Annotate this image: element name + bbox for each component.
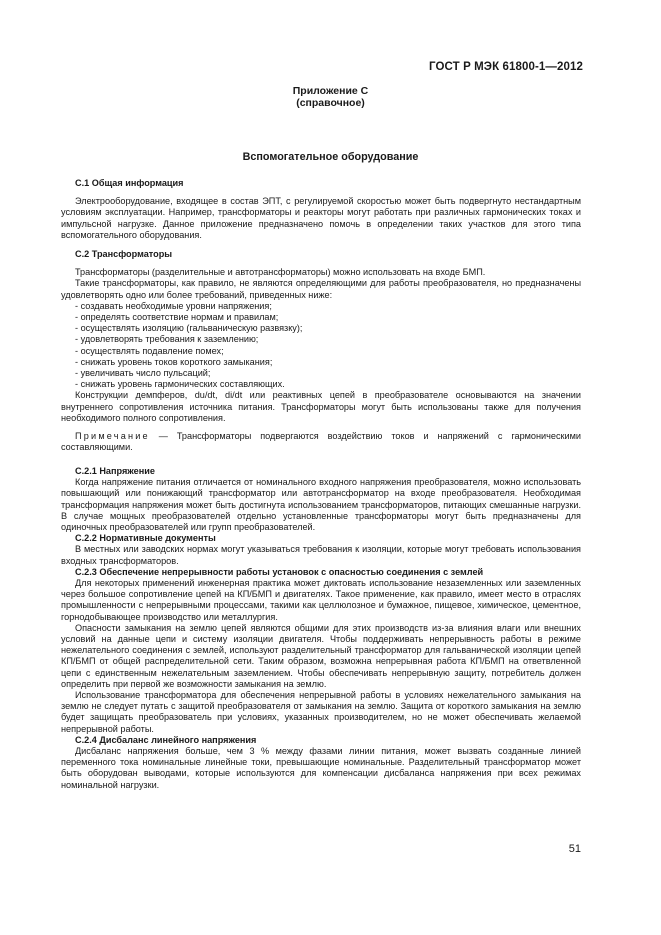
section-heading: С.2.2 Нормативные документы <box>75 533 216 544</box>
annex-title: Вспомогательное оборудование <box>242 151 419 163</box>
annex-heading <box>0 85 661 109</box>
paragraph: Для некоторых применений инженерная практика может диктовать использование незаземленных или заземленных через большое сопротивление цепей на КП/БМП и двигателях. Такое применение, как правило, имеет место в отраслях промышленности с непрерывными процессами, такими как целлюлозное и бумажное, пищевое, химическое, цементное, горнодобывающее производство или металлургия. <box>61 578 581 622</box>
page-number: 51 <box>568 843 581 855</box>
annex-label: Приложение С <box>292 85 369 97</box>
paragraph: Конструкции демпферов, du/dt, di/dt или реактивных цепей в преобразователе основываются на значении внутреннего сопротивления источника питания. Трансформаторы могут быть использованы также для получения необходимого полного сопротивления. <box>61 390 581 423</box>
list-item: - определять соответствие нормам и правилам; <box>75 312 279 323</box>
list-item: - снижать уровень гармонических составляющих. <box>75 379 285 390</box>
list-item: - осуществлять изоляцию (гальваническую развязку); <box>75 323 303 334</box>
section-heading: С.2.3 Обеспечение непрерывности работы установок с опасностью соединения с землей <box>75 566 484 577</box>
section-heading: С.1 Общая информация <box>75 178 184 188</box>
section-c21 <box>61 466 581 791</box>
paragraph: Такие трансформаторы, как правило, не являются определяющими для работы преобразователя, но предназначены удовлетворять одно или более требований, приведенных ниже: <box>61 278 581 300</box>
paragraph: Дисбаланс напряжения больше, чем 3 % между фазами линии питания, может вызвать созданные линией переменного тока номинальные линейные токи, превышающие номинальные. Разделительный трансформатор может быть оборудован выводами, которые используются для компенсации дисбаланса напряжения при всех режимах номинальной нагрузки. <box>61 746 581 790</box>
paragraph: Трансформаторы (разделительные и автотрансформаторы) можно использовать на входе БМП. <box>75 267 486 278</box>
section-heading: С.2 Трансформаторы <box>75 249 173 259</box>
note <box>61 431 581 453</box>
paragraph: Когда напряжение питания отличается от номинального входного напряжения преобразователя, можно использовать повышающий или понижающий трансформатор или автотрансформатор на входе преобразователя. Необходимая трансформация напряжения может быть достигнута использованием трансформаторов, питающих смешанные нагрузки. В случае мощных преобразователей отдельно установленные трансформаторы могут быть предназначены для одиночных преобразователей или групп преобразователей. <box>61 477 581 533</box>
section-heading: С.2.1 Напряжение <box>75 466 155 476</box>
section-c2 <box>61 249 581 453</box>
note-text: — Трансформаторы подвергаются воздействию токов и напряжений с гармоническими составляющими. <box>61 431 581 453</box>
list-item: - создавать необходимые уровни напряжения; <box>75 300 272 311</box>
standard-id: ГОСТ Р МЭК 61800-1—2012 <box>429 61 583 73</box>
list-item: - удовлетворять требования к заземлению; <box>75 334 259 345</box>
section-heading: С.2.4 Дисбаланс линейного напряжения <box>75 734 257 745</box>
paragraph: Опасности замыкания на землю цепей являются общими для этих производств из-за влияния влаги или внешних условий на данные цепи и систему изоляции двигателя. Чтобы поддерживать непрерывность работы в режиме нежелательного соединения с землей, используют разделительный трансформатор для гальванической изоляции цепей КП/БМП от общей распределительной сети. Таким образом, возможна непрерывная работа КП/БМП на ответвленной цепи с единственным нежелательным заземлением. Чтобы обеспечивать непрерывную защиту, потребитель должен определить при первой же возможности замыкания на землю. <box>61 622 581 689</box>
paragraph: В местных или заводских нормах могут указываться требования к изоляции, которые могут требовать использования входных трансформаторов. <box>61 544 581 566</box>
list-item: - снижать уровень токов короткого замыкания; <box>75 356 273 367</box>
paragraph: Использование трансформатора для обеспечения непрерывной работы в условиях нежелательного замыкания на землю не следует путать с защитой преобразователя от замыкания на землю. Защита от короткого замыкания на землю будет защищать преобразователь при условиях, указанных производителем, но не может обеспечивать желаемой непрерывной работы. <box>61 690 581 734</box>
note-label: Примечание <box>75 431 150 442</box>
annex-type: (справочное) <box>296 97 365 109</box>
list-item: - осуществлять подавление помех; <box>75 345 224 356</box>
paragraph: Электрооборудование, входящее в состав ЭПТ, с регулируемой скоростью может быть подвергнуто нестандартным условиям эксплуатации. Например, трансформаторы и реакторы могут работать при различных гармонических токах и импульсной нагрузке. Данное приложение предназначено помочь в определении таких участков для этого типа вспомогательного оборудования. <box>61 196 581 240</box>
list-item: - увеличивать число пульсаций; <box>75 368 211 379</box>
section-c1 <box>61 178 581 241</box>
